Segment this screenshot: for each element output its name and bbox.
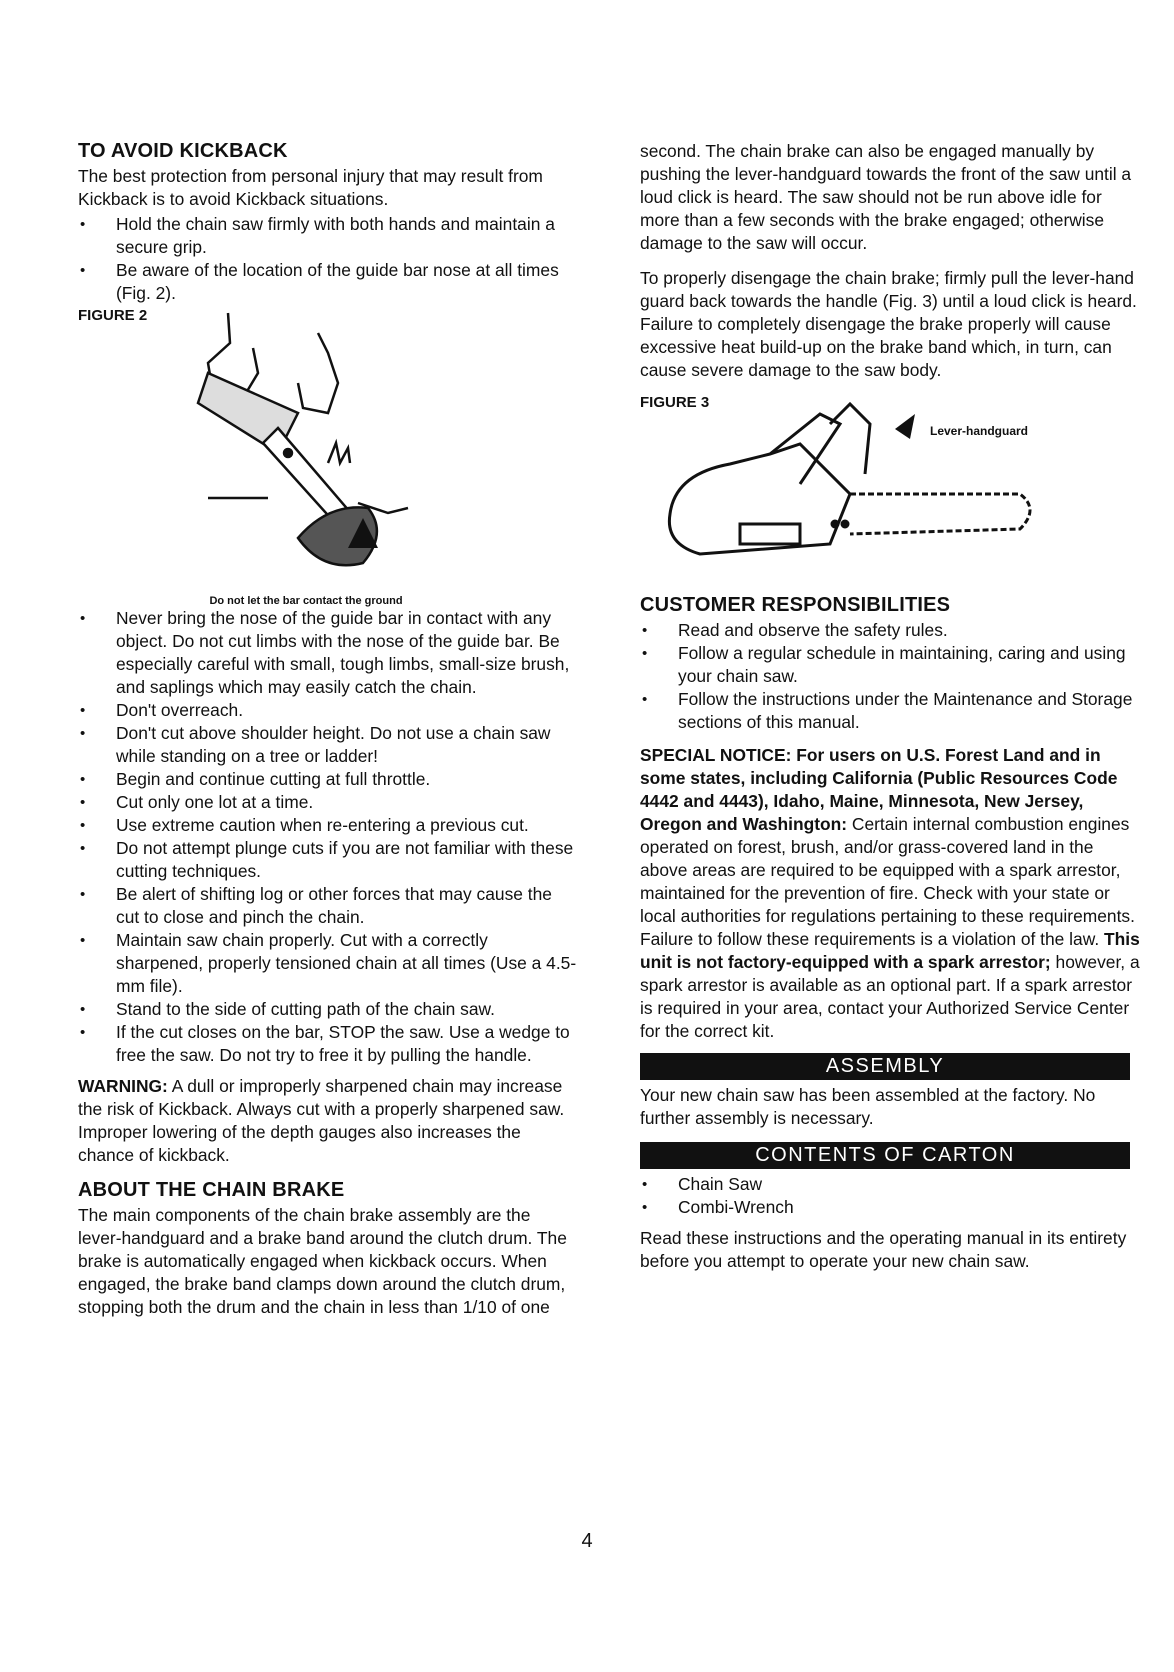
customer-bullets (640, 619, 1140, 734)
list-item: • Cut only one lot at a time. (78, 791, 578, 814)
list-item: • Don't cut above shoulder height. Do not use a chain saw while standing on a tree or ladder! (78, 722, 578, 768)
kickback-title: TO AVOID KICKBACK (78, 140, 288, 162)
warning-label: WARNING: (78, 1076, 168, 1096)
notice-bold-2: This unit is not factory-equipped with a spark arrestor; (640, 929, 1140, 972)
figure-2-label: FIGURE 2 (78, 307, 148, 324)
contents-banner: CONTENTS OF CARTON (640, 1142, 1130, 1169)
list-item: • Hold the chain saw firmly with both hands and maintain a secure grip. (78, 213, 578, 259)
list-item: • Be aware of the location of the guide bar nose at all times (Fig. 2). (78, 259, 578, 305)
brake-text: The main components of the chain brake assembly are the lever-handguard and a brake band around the clutch drum. The brake is automatically engaged when kickback occurs. When engaged, the brake band clamps down around the clutch drum, stopping both the drum and the chain in less than 1/10 of one (78, 1205, 567, 1317)
kickback-illustration (188, 303, 428, 583)
page-number: 4 (581, 1530, 593, 1552)
list-item: • Do not attempt plunge cuts if you are not familiar with these cutting techniques. (78, 837, 578, 883)
disengage-text: To properly disengage the chain brake; firmly pull the lever-hand guard back towards the handle (Fig. 3) until a loud click is heard. Failure to completely disengage the brake properly will cause excessive heat build-up on the brake band which, in turn, can cause severe damage to the saw body. (640, 268, 1137, 380)
right-column (640, 140, 1140, 1285)
list-item: • Use extreme caution when re-entering a previous cut. (78, 814, 578, 837)
list-item: • Stand to the side of cutting path of the chain saw. (78, 998, 578, 1021)
notice-bold: SPECIAL NOTICE: For users on U.S. Forest Land and in some states, including California (Public Resources Code 4442 and 4443), Idaho, Maine, Minnesota, New Jersey, Oregon and Washington: (640, 745, 1118, 834)
brake-continued: second. The chain brake can also be engaged manually by pushing the lever-handguard towards the front of the saw until a loud click is heard. The saw should not be run above idle for more than a few seconds with the brake engaged; otherwise damage to the saw will occur. (640, 141, 1132, 253)
list-item: • Combi-Wrench (640, 1196, 1140, 1219)
brake-title: ABOUT THE CHAIN BRAKE (78, 1179, 345, 1201)
kickback-intro: The best protection from personal injury that may result from Kickback is to avoid Kickback situations. (78, 166, 543, 209)
customer-title: CUSTOMER RESPONSIBILITIES (640, 594, 951, 616)
list-item: • Be alert of shifting log or other forces that may cause the cut to close and pinch the chain. (78, 883, 578, 929)
figure-3-callout: Lever-handguard (930, 424, 1029, 438)
list-item: • If the cut closes on the bar, STOP the saw. Use a wedge to free the saw. Do not try to free it by pulling the handle. (78, 1021, 578, 1067)
assembly-text: Your new chain saw has been assembled at the factory. No further assembly is necessary. (640, 1085, 1096, 1128)
warning-text: A dull or improperly sharpened chain may increase the risk of Kickback. Always cut with a properly sharpened saw. Improper lowering of the depth gauges also increases the chance of kickback. (78, 1076, 565, 1165)
figure-3-label: FIGURE 3 (640, 394, 710, 411)
warning-paragraph (78, 1075, 578, 1167)
list-item: • Follow the instructions under the Maintenance and Storage sections of this manual. (640, 688, 1140, 734)
notice-text-1: Certain internal combustion engines operated on forest, brush, and/or grass-covered land in the above areas are required to be equipped with a spark arrestor, maintained for the prevention of fire. Check with your state or local authorities for regulations pertaining to these requirements. Failure to follow these requirements is a violation of the law. (640, 814, 1135, 949)
figure-3 (640, 394, 1140, 594)
list-item: • Follow a regular schedule in maintaining, caring and using your chain saw. (640, 642, 1140, 688)
contents-bullets (640, 1173, 1140, 1219)
kickback-bullets (78, 213, 578, 305)
arrow-icon (895, 414, 915, 439)
list-item: • Never bring the nose of the guide bar in contact with any object. Do not cut limbs with the nose of the guide bar. Be especially careful with small, tough limbs, small-size brush, and saplings which may easily catch the chain. (78, 607, 578, 699)
list-item: • Maintain saw chain properly. Cut with a correctly sharpened, properly tensioned chain at all times (Use a 4.5-mm file). (78, 929, 578, 998)
list-item: • Begin and continue cutting at full throttle. (78, 768, 578, 791)
list-item: • Don't overreach. (78, 699, 578, 722)
closing-text: Read these instructions and the operating manual in its entirety before you attempt to operate your new chain saw. (640, 1228, 1127, 1271)
list-item: • Read and observe the safety rules. (640, 619, 1140, 642)
list-item: • Chain Saw (640, 1173, 1140, 1196)
figure-2-caption: Do not let the bar contact the ground (209, 595, 403, 607)
chainsaw-illustration (650, 394, 1050, 564)
assembly-banner: ASSEMBLY (640, 1053, 1130, 1080)
notice-text-2: however, a spark arrestor is available as an optional part. If a spark arrestor is required in your area, contact your Authorized Service Center for the correct kit. (640, 952, 1140, 1041)
safety-bullets (78, 607, 578, 1067)
special-notice (640, 744, 1140, 1043)
figure-2 (78, 307, 578, 607)
left-column (78, 140, 578, 1331)
